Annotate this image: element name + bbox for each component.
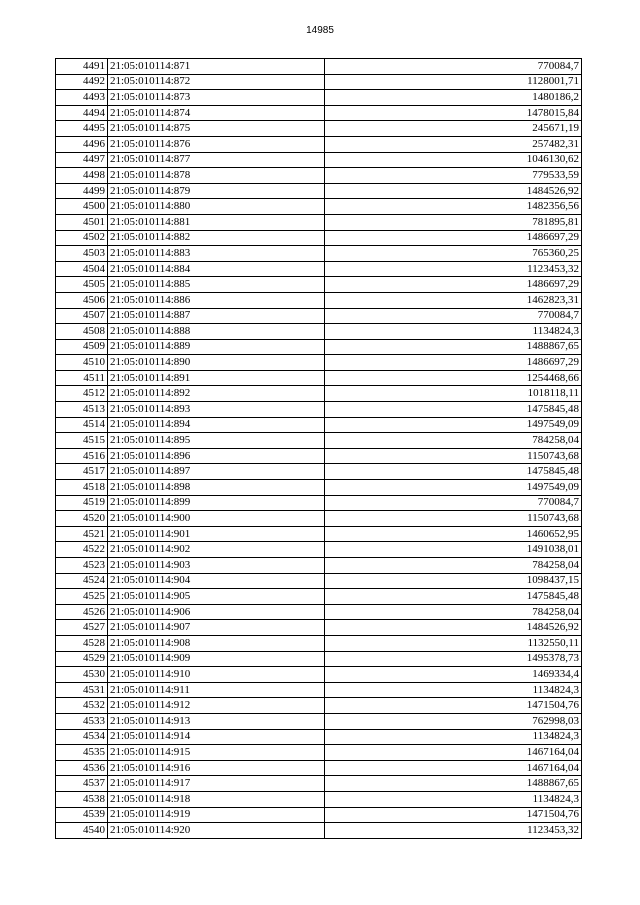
table-row (56, 214, 582, 230)
table-row (56, 339, 582, 355)
table-row (56, 635, 582, 651)
cadastral-number-cell: 21:05:010114:918 (108, 791, 325, 807)
table-row (56, 589, 582, 605)
table-row (56, 308, 582, 324)
table-body (56, 59, 582, 839)
table-row (56, 526, 582, 542)
row-number-cell: 4507 (56, 308, 108, 324)
cadastral-value-cell: 781895,81 (325, 214, 582, 230)
table-row (56, 370, 582, 386)
cadastral-value-cell: 1018118,11 (325, 386, 582, 402)
table-row (56, 324, 582, 340)
row-number-cell: 4524 (56, 573, 108, 589)
row-number-cell: 4505 (56, 277, 108, 293)
row-number-cell: 4529 (56, 651, 108, 667)
cadastral-value-cell: 1475845,48 (325, 464, 582, 480)
table-row (56, 651, 582, 667)
table-row (56, 745, 582, 761)
cadastral-value-cell: 1475845,48 (325, 402, 582, 418)
row-number-cell: 4538 (56, 791, 108, 807)
cadastral-value-cell: 779533,59 (325, 168, 582, 184)
cadastral-number-cell: 21:05:010114:886 (108, 292, 325, 308)
cadastral-value-cell: 245671,19 (325, 121, 582, 137)
cadastral-value-cell: 1460652,95 (325, 526, 582, 542)
cadastral-number-cell: 21:05:010114:892 (108, 386, 325, 402)
cadastral-value-cell: 784258,04 (325, 433, 582, 449)
cadastral-value-cell: 1488867,65 (325, 339, 582, 355)
cadastral-value-cell: 1482356,56 (325, 199, 582, 215)
table-row (56, 807, 582, 823)
table-row (56, 152, 582, 168)
table-row (56, 74, 582, 90)
table-row (56, 277, 582, 293)
table-row (56, 464, 582, 480)
cadastral-number-cell: 21:05:010114:890 (108, 355, 325, 371)
cadastral-number-cell: 21:05:010114:910 (108, 667, 325, 683)
cadastral-number-cell: 21:05:010114:900 (108, 511, 325, 527)
row-number-cell: 4532 (56, 698, 108, 714)
table-row (56, 199, 582, 215)
table-row (56, 682, 582, 698)
cadastral-value-cell: 1486697,29 (325, 277, 582, 293)
table-row (56, 667, 582, 683)
cadastral-value-cell: 1471504,76 (325, 807, 582, 823)
table-row (56, 355, 582, 371)
cadastral-number-cell: 21:05:010114:888 (108, 324, 325, 340)
table-row (56, 386, 582, 402)
cadastral-number-cell: 21:05:010114:903 (108, 558, 325, 574)
cadastral-value-cell: 762998,03 (325, 713, 582, 729)
cadastral-number-cell: 21:05:010114:899 (108, 495, 325, 511)
row-number-cell: 4492 (56, 74, 108, 90)
row-number-cell: 4526 (56, 604, 108, 620)
cadastral-number-cell: 21:05:010114:897 (108, 464, 325, 480)
cadastral-value-cell: 1491038,01 (325, 542, 582, 558)
row-number-cell: 4520 (56, 511, 108, 527)
row-number-cell: 4514 (56, 417, 108, 433)
table-row (56, 292, 582, 308)
cadastral-value-cell: 1486697,29 (325, 230, 582, 246)
table-row (56, 261, 582, 277)
row-number-cell: 4518 (56, 480, 108, 496)
cadastral-number-cell: 21:05:010114:909 (108, 651, 325, 667)
table-row (56, 511, 582, 527)
table-row (56, 246, 582, 262)
row-number-cell: 4531 (56, 682, 108, 698)
row-number-cell: 4519 (56, 495, 108, 511)
row-number-cell: 4539 (56, 807, 108, 823)
row-number-cell: 4540 (56, 823, 108, 839)
cadastral-number-cell: 21:05:010114:876 (108, 136, 325, 152)
row-number-cell: 4509 (56, 339, 108, 355)
cadastral-value-cell: 1484526,92 (325, 620, 582, 636)
table-row (56, 698, 582, 714)
cadastral-value-cell: 1134824,3 (325, 324, 582, 340)
row-number-cell: 4491 (56, 59, 108, 75)
cadastral-value-cell: 1475845,48 (325, 589, 582, 605)
table-row (56, 729, 582, 745)
cadastral-value-cell: 1471504,76 (325, 698, 582, 714)
table-row (56, 620, 582, 636)
table-row (56, 480, 582, 496)
cadastral-value-cell: 1254468,66 (325, 370, 582, 386)
cadastral-number-cell: 21:05:010114:889 (108, 339, 325, 355)
cadastral-number-cell: 21:05:010114:882 (108, 230, 325, 246)
cadastral-value-cell: 770084,7 (325, 59, 582, 75)
cadastral-value-cell: 1123453,32 (325, 823, 582, 839)
row-number-cell: 4528 (56, 635, 108, 651)
cadastral-number-cell: 21:05:010114:905 (108, 589, 325, 605)
row-number-cell: 4501 (56, 214, 108, 230)
cadastral-number-cell: 21:05:010114:917 (108, 776, 325, 792)
row-number-cell: 4510 (56, 355, 108, 371)
cadastral-number-cell: 21:05:010114:880 (108, 199, 325, 215)
cadastral-number-cell: 21:05:010114:879 (108, 183, 325, 199)
table-row (56, 495, 582, 511)
table-row (56, 183, 582, 199)
table-row (56, 121, 582, 137)
cadastral-number-cell: 21:05:010114:887 (108, 308, 325, 324)
cadastral-value-cell: 1488867,65 (325, 776, 582, 792)
cadastral-value-cell: 1469334,4 (325, 667, 582, 683)
cadastral-value-cell: 1123453,32 (325, 261, 582, 277)
cadastral-value-cell: 770084,7 (325, 495, 582, 511)
cadastral-value-cell: 1462823,31 (325, 292, 582, 308)
cadastral-value-cell: 770084,7 (325, 308, 582, 324)
cadastral-value-cell: 257482,31 (325, 136, 582, 152)
row-number-cell: 4497 (56, 152, 108, 168)
cadastral-number-cell: 21:05:010114:914 (108, 729, 325, 745)
table-row (56, 823, 582, 839)
cadastral-number-cell: 21:05:010114:871 (108, 59, 325, 75)
row-number-cell: 4535 (56, 745, 108, 761)
table-row (56, 448, 582, 464)
cadastral-number-cell: 21:05:010114:901 (108, 526, 325, 542)
table-row (56, 417, 582, 433)
row-number-cell: 4500 (56, 199, 108, 215)
cadastral-number-cell: 21:05:010114:884 (108, 261, 325, 277)
row-number-cell: 4508 (56, 324, 108, 340)
cadastral-value-cell: 765360,25 (325, 246, 582, 262)
cadastral-number-cell: 21:05:010114:919 (108, 807, 325, 823)
row-number-cell: 4512 (56, 386, 108, 402)
cadastral-number-cell: 21:05:010114:877 (108, 152, 325, 168)
cadastral-value-cell: 1478015,84 (325, 105, 582, 121)
row-number-cell: 4504 (56, 261, 108, 277)
row-number-cell: 4530 (56, 667, 108, 683)
table-row (56, 136, 582, 152)
cadastral-number-cell: 21:05:010114:907 (108, 620, 325, 636)
cadastral-number-cell: 21:05:010114:908 (108, 635, 325, 651)
cadastral-value-cell: 1497549,09 (325, 480, 582, 496)
cadastral-number-cell: 21:05:010114:902 (108, 542, 325, 558)
row-number-cell: 4523 (56, 558, 108, 574)
cadastral-number-cell: 21:05:010114:875 (108, 121, 325, 137)
cadastral-value-cell: 1486697,29 (325, 355, 582, 371)
cadastral-value-cell: 1484526,92 (325, 183, 582, 199)
cadastral-number-cell: 21:05:010114:906 (108, 604, 325, 620)
row-number-cell: 4498 (56, 168, 108, 184)
table-row (56, 604, 582, 620)
cadastral-value-cell: 1132550,11 (325, 635, 582, 651)
cadastral-number-cell: 21:05:010114:913 (108, 713, 325, 729)
cadastral-number-cell: 21:05:010114:898 (108, 480, 325, 496)
cadastral-number-cell: 21:05:010114:885 (108, 277, 325, 293)
cadastral-value-table (55, 58, 582, 839)
row-number-cell: 4521 (56, 526, 108, 542)
cadastral-number-cell: 21:05:010114:881 (108, 214, 325, 230)
cadastral-value-cell: 1497549,09 (325, 417, 582, 433)
table-row (56, 573, 582, 589)
cadastral-value-cell: 1480186,2 (325, 90, 582, 106)
cadastral-number-cell: 21:05:010114:891 (108, 370, 325, 386)
table-row (56, 558, 582, 574)
table-row (56, 542, 582, 558)
row-number-cell: 4493 (56, 90, 108, 106)
cadastral-value-cell: 1134824,3 (325, 682, 582, 698)
row-number-cell: 4503 (56, 246, 108, 262)
cadastral-number-cell: 21:05:010114:916 (108, 760, 325, 776)
row-number-cell: 4522 (56, 542, 108, 558)
row-number-cell: 4515 (56, 433, 108, 449)
cadastral-value-cell: 784258,04 (325, 558, 582, 574)
cadastral-value-cell: 1128001,71 (325, 74, 582, 90)
row-number-cell: 4499 (56, 183, 108, 199)
table-row (56, 402, 582, 418)
row-number-cell: 4525 (56, 589, 108, 605)
cadastral-number-cell: 21:05:010114:895 (108, 433, 325, 449)
cadastral-value-cell: 1150743,68 (325, 448, 582, 464)
cadastral-value-cell: 1134824,3 (325, 729, 582, 745)
cadastral-number-cell: 21:05:010114:915 (108, 745, 325, 761)
row-number-cell: 4534 (56, 729, 108, 745)
row-number-cell: 4513 (56, 402, 108, 418)
table-row (56, 791, 582, 807)
cadastral-number-cell: 21:05:010114:878 (108, 168, 325, 184)
cadastral-value-cell: 1098437,15 (325, 573, 582, 589)
cadastral-value-cell: 784258,04 (325, 604, 582, 620)
cadastral-number-cell: 21:05:010114:872 (108, 74, 325, 90)
cadastral-number-cell: 21:05:010114:894 (108, 417, 325, 433)
row-number-cell: 4502 (56, 230, 108, 246)
row-number-cell: 4495 (56, 121, 108, 137)
table-row (56, 776, 582, 792)
cadastral-number-cell: 21:05:010114:911 (108, 682, 325, 698)
row-number-cell: 4494 (56, 105, 108, 121)
cadastral-value-cell: 1495378,73 (325, 651, 582, 667)
table-row (56, 713, 582, 729)
table-row (56, 760, 582, 776)
cadastral-value-cell: 1150743,68 (325, 511, 582, 527)
cadastral-value-cell: 1134824,3 (325, 791, 582, 807)
row-number-cell: 4537 (56, 776, 108, 792)
row-number-cell: 4527 (56, 620, 108, 636)
page-number: 14985 (306, 25, 334, 36)
table-row (56, 105, 582, 121)
table-row (56, 59, 582, 75)
cadastral-value-cell: 1467164,04 (325, 745, 582, 761)
row-number-cell: 4516 (56, 448, 108, 464)
table-row (56, 168, 582, 184)
row-number-cell: 4496 (56, 136, 108, 152)
cadastral-number-cell: 21:05:010114:883 (108, 246, 325, 262)
row-number-cell: 4517 (56, 464, 108, 480)
table-row (56, 433, 582, 449)
row-number-cell: 4536 (56, 760, 108, 776)
cadastral-number-cell: 21:05:010114:873 (108, 90, 325, 106)
row-number-cell: 4506 (56, 292, 108, 308)
cadastral-value-cell: 1467164,04 (325, 760, 582, 776)
cadastral-number-cell: 21:05:010114:912 (108, 698, 325, 714)
table-row (56, 230, 582, 246)
cadastral-number-cell: 21:05:010114:904 (108, 573, 325, 589)
cadastral-number-cell: 21:05:010114:893 (108, 402, 325, 418)
cadastral-value-cell: 1046130,62 (325, 152, 582, 168)
row-number-cell: 4533 (56, 713, 108, 729)
cadastral-number-cell: 21:05:010114:920 (108, 823, 325, 839)
cadastral-number-cell: 21:05:010114:874 (108, 105, 325, 121)
table-row (56, 90, 582, 106)
row-number-cell: 4511 (56, 370, 108, 386)
cadastral-number-cell: 21:05:010114:896 (108, 448, 325, 464)
